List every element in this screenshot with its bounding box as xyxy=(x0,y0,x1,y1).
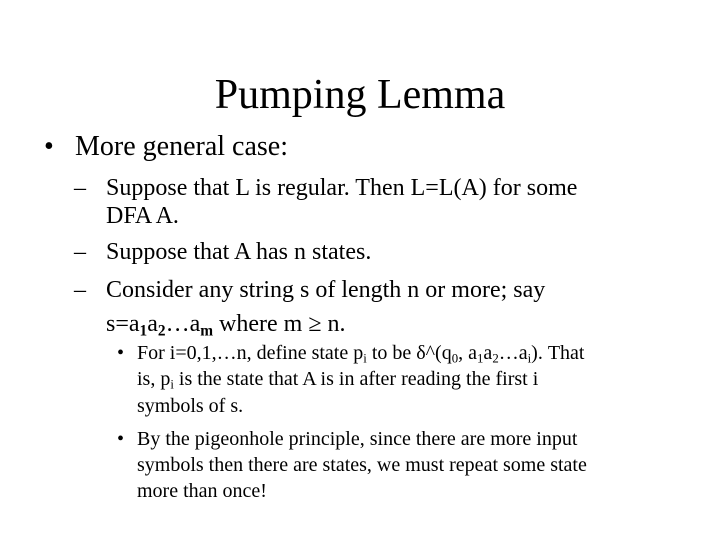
sub-sub-point-2-line-3: more than once! xyxy=(137,480,267,502)
dash-icon: – xyxy=(74,175,86,201)
main-bullet-text: More general case: xyxy=(75,131,288,162)
sub-sub-point-1-line-2: is, $p_i$ is the state that A is in after reading the first i xyxy=(137,368,539,392)
dash-icon: – xyxy=(74,239,86,265)
sub-sub-point-2-line-1: By the pigeonhole principle, since there are more input xyxy=(137,428,578,450)
sub-point-1-line-1: Suppose that L is regular. Then L=L(A) for some xyxy=(106,175,578,201)
sub-sub-point-2-line-2: symbols then there are states, we must repeat some state xyxy=(137,454,587,476)
sub-point-1-line-2: DFA A. xyxy=(106,203,179,229)
slide-title: Pumping Lemma xyxy=(214,72,506,118)
sub-point-2-line-1: Suppose that A has n states. xyxy=(106,239,372,265)
bullet-icon: • xyxy=(117,428,125,450)
dash-icon: – xyxy=(74,277,86,303)
bullet-icon: • xyxy=(44,131,54,162)
bullet-icon: • xyxy=(117,342,125,364)
sub-sub-point-1-line-3: symbols of s. xyxy=(137,395,244,417)
sub-point-3-line-1: Consider any string s of length n or more; say xyxy=(106,277,546,303)
sub-sub-point-1-line-1: For i=0,1,…n, define state $p_i$ to be $\delta\^{}(q_0$, $a_1a_2\dots a_i$). That xyxy=(137,342,585,366)
sub-point-3-line-2: $s=a_1a_2\dots a_m$ where m ≥ n. xyxy=(106,311,346,340)
